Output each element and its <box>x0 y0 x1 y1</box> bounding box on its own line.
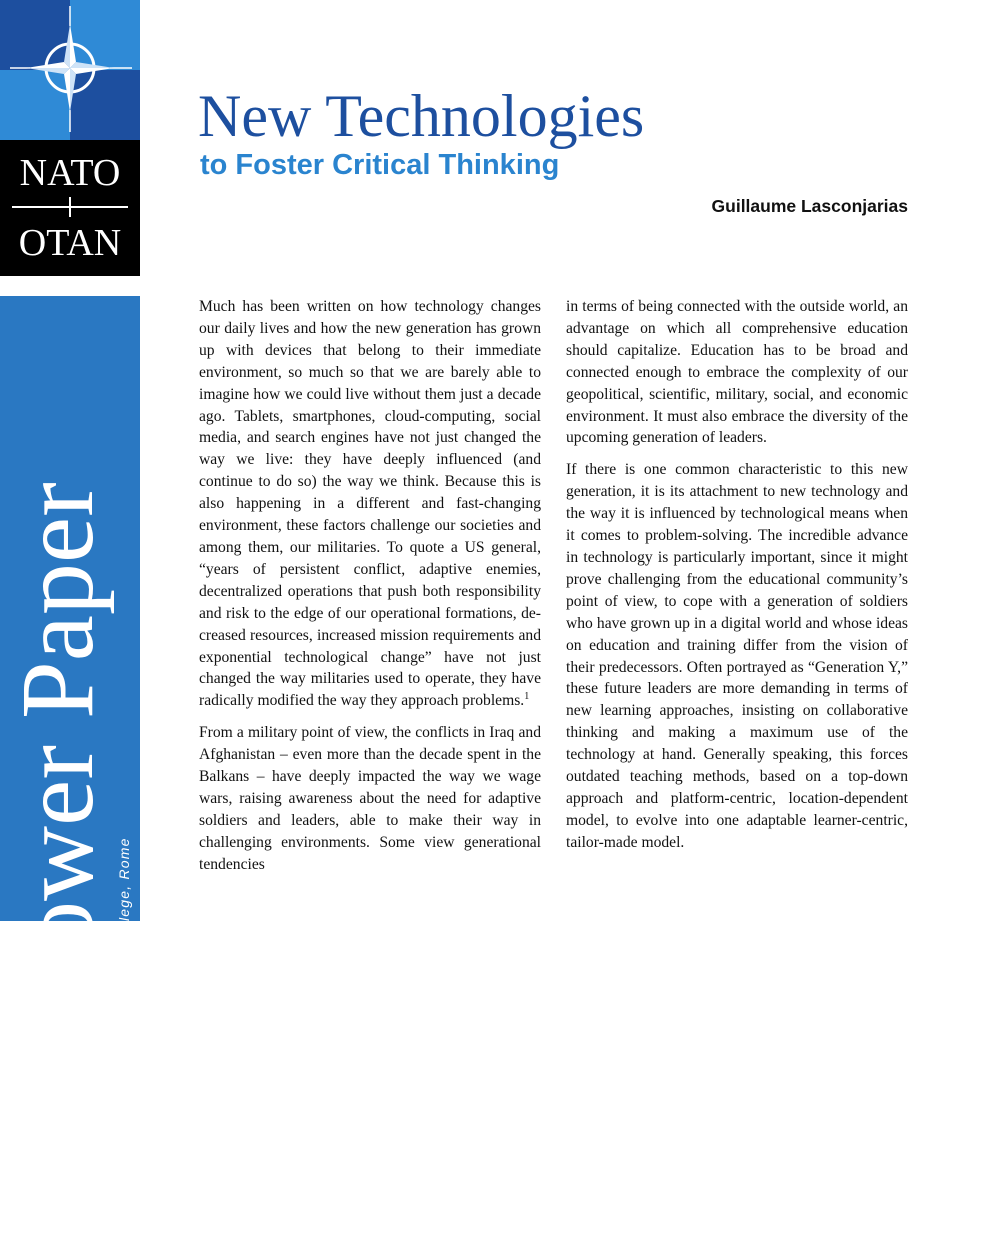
logo-word-otan: OTAN <box>18 222 122 264</box>
body-paragraph: From a military point of view, the conflicts in Iraq and Afghanistan – even more than the decade spent in the Balkans – have deeply impacted the way we wage wars, raising awareness about the need for adaptive soldiers and leaders, able to make their way in challenging environments. Some view generational tendencies <box>199 724 541 873</box>
logo-word-nato: NATO <box>19 152 121 194</box>
series-subtitle: Research Division - NATO Defense College, Rome <box>116 837 132 1208</box>
compass-rose-icon <box>0 0 140 140</box>
series-title: Eisenhower Paper <box>0 482 115 1236</box>
author-name: Guillaume Lasconjarias <box>711 196 908 216</box>
series-band <box>0 296 140 1236</box>
body-paragraph: in terms of being connected with the outside world, an advantage on which all comprehensive education should capitalize. Education has to be broad and connected enough to embrace the complexity of our geopolitical, scientific, military, social, and economic environment. It must also embrace the diversity of the upcoming generation of leaders. <box>566 298 908 447</box>
nato-emblem <box>0 0 140 140</box>
body-column-right <box>566 296 908 921</box>
logo-divider-tick <box>69 197 71 217</box>
paper-title: New Technologies <box>198 83 645 149</box>
footnote-marker[interactable]: 1 <box>524 691 530 703</box>
nato-logo <box>0 0 140 276</box>
body-paragraph <box>199 296 541 712</box>
body-column-left <box>199 296 541 921</box>
body-paragraph: If there is one common characteristic to this new generation, it is its attachment to new technology and the way it is influenced by technological means when it comes to problem-solving. The incredible advance in technology is particularly important, since it might prove challenging from the educational community’s point of view, to cope with a generation of soldiers who have grown up in a digital world and whose ideas on education and training differ from the vision of their predecessors. Often portrayed as “Generation Y,” these future leaders are more demanding in terms of new learning approaches, insisting on collaborative thinking and making a maximum use of the technology at hand. Generally speaking, this forces outdated teaching methods, based on a top-down approach and platform-centric, location-dependent model, to evolve into one adaptable learner-centric, tailor-made model. <box>566 461 908 851</box>
paragraph-text: Much has been written on how technology changes our daily lives and how the new generation has grown up with devices that belong to their immediate environment, so much so that we are barely able to imagine how we could live without them just a decade ago. Tablets, smartphones, cloud-computing, social media, and search engines have not just changed the way we live: they have deeply influenced (and continue to do so) the way we think. Because this is also happening in a different and fast-changing environment, these factors challenge our societies and among them, our militaries. To quote a US general, “years of persistent conflict, adaptive enemies, decentralized operations that push both responsibility and risk to the edge of our operational formations, decreased resources, increased mission requirements and exponential technological change” have not just changed the way militaries used to operate, they have radically modified the way they approach problems. <box>199 298 541 710</box>
nato-wordmark <box>0 140 140 276</box>
paper-subtitle: to Foster Critical Thinking <box>200 149 560 181</box>
